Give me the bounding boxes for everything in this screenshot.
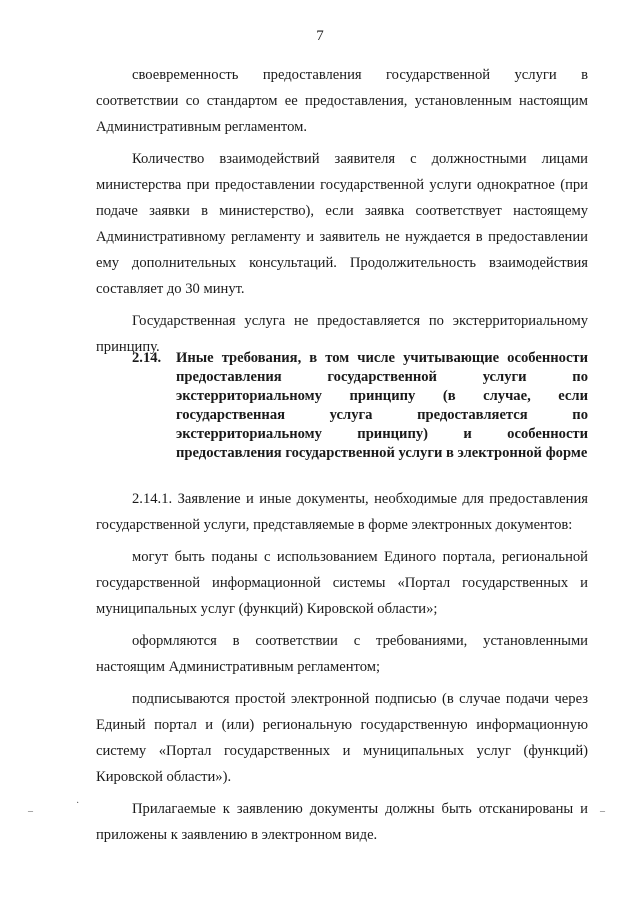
body-text-bottom [96,486,588,848]
paragraph-submitted-via-portal: могут быть поданы с использованием Единого портала, региональной государственной информационной системы «Портал государственных и муниципальных услуг (функций) Кировской области»; [96,549,588,617]
paragraph-2-14-1: 2.14.1. Заявление и иные документы, необходимые для предоставления государственной услуги, представляемые в форме электронных документов: [96,491,588,533]
paragraph-formatted: оформляются в соответствии с требованиями, установленными настоящим Административным регламентом; [96,633,588,675]
scan-mark-left: – [28,806,33,817]
body-text-top [96,62,588,360]
section-title: Иные требования, в том числе учитывающие особенности предоставления государственной услуги по экстерриториальному принципу (в случае, если государственная услуга предоставляется по экстерриториальному принципу) и особенности предоставления государственной услуги в электронной форме [176,350,588,461]
paragraph-attachments: Прилагаемые к заявлению документы должны быть отсканированы и приложены к заявлению в электронном виде. [96,801,588,843]
paragraph-signed: подписываются простой электронной подписью (в случае подачи через Единый портал и (или) региональную государственную информационную систему «Портал государственных и муниципальных услуг (функций) Кировской области»). [96,691,588,785]
section-number: 2.14. [132,350,162,366]
paragraph-timeliness: своевременность предоставления государственной услуги в соответствии со стандартом ее предоставления, установленным настоящим Административным регламентом. [96,67,588,135]
paragraph-interactions: Количество взаимодействий заявителя с должностными лицами министерства при предоставлении государственной услуги однократное (при подаче заявки в министерство), если заявка соответствует настоящему Административному регламенту и заявитель не нуждается в предоставлении ему дополнительных консультаций. Продолжительность взаимодействия составляет до 30 минут. [96,151,588,297]
scan-mark-dot: · [76,798,80,809]
paragraph-extraterritorial: Государственная услуга не предоставляется по экстерриториальному принципу. [96,313,588,355]
page-number: 7 [316,28,324,44]
section-heading [96,349,588,463]
scan-mark-right: – [600,806,605,817]
